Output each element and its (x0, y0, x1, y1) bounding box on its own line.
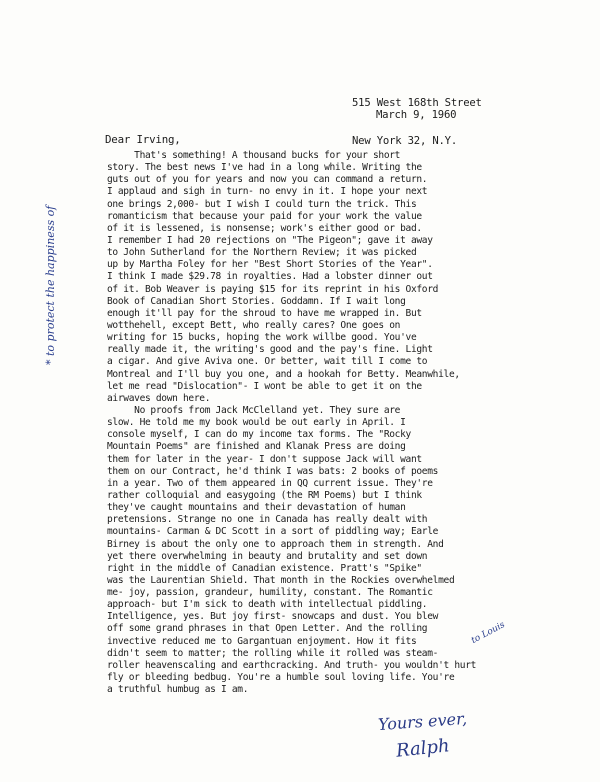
body-line: No proofs from Jack McClelland yet. They sure are (107, 404, 401, 416)
body-line: of it. Bob Weaver is paying $15 for its reprint in his Oxford (107, 283, 439, 295)
body-line: I applaud and sigh in turn- no envy in it. I hope your next (107, 186, 428, 198)
body-line: romanticism that because your paid for your work the value (107, 210, 422, 222)
body-line: Montreal and I'll buy you one, and a hookah for Betty. Meanwhile, (107, 368, 460, 380)
body-line: a cigar. And give Aviva one. Or better, wait till I come to (107, 356, 428, 368)
body-line: airwaves down here. (107, 392, 211, 404)
body-line: Mountain Poems" are finished and Klanak Press are doing (107, 441, 406, 453)
body-line: invective reduced me to Gargantuan enjoyment. How it fits (107, 635, 417, 647)
body-line: I remember I had 20 rejections on "The Pigeon"; gave it away (107, 234, 433, 246)
body-line: to John Sutherland for the Northern Review; it was picked (107, 247, 417, 259)
body-line: guts out of you for years and now you can command a return. (107, 174, 428, 186)
body-line: rather colloquial and easygoing (the RM Poems) but I think (107, 489, 422, 501)
body-line: mountains- Carman & DC Scott in a sort of piddling way; Earle (107, 526, 439, 538)
body-line: was the Laurentian Shield. That month in the Rockies overwhelmed (107, 574, 455, 586)
body-line: right in the middle of Canadian existence. Pratt's "Spike" (107, 562, 422, 574)
body-line: slow. He told me my book would be out early in April. I (107, 417, 406, 429)
body-line: in a year. Two of them appeared in QQ current issue. They're (107, 477, 433, 489)
body-line: fly or bleeding bedbug. You're a humble soul loving life. You're (107, 672, 455, 684)
body-line: up by Martha Foley for her "Best Short Stories of the Year". (107, 259, 433, 271)
body-line: yet there overwhelming in beauty and brutality and set down (107, 550, 428, 562)
body-line: That's something! A thousand bucks for your short (107, 150, 401, 161)
body-line: wotthehell, except Bett, who really cares? One goes on (107, 319, 401, 331)
body-line: me- joy, passion, grandeur, humility, constant. The Romantic (107, 587, 433, 599)
body-line: Birney is about the only one to approach them in strength. And (107, 538, 444, 550)
body-line: them on our Contract, he'd think I was bats: 2 books of poems (107, 465, 439, 477)
handwritten-signature: Ralph (395, 735, 451, 762)
body-line: enough it'll pay for the shroud to have me wrapped in. But (107, 307, 422, 319)
body-line: of it is lessened, is nonsense; work's either good or bad. (107, 222, 422, 234)
body-line: off some grand phrases in that Open Letter. And the rolling (107, 623, 428, 635)
letter-body (107, 150, 583, 696)
handwritten-margin-note: * to protect the happiness of (44, 205, 57, 365)
body-line: Book of Canadian Short Stories. Goddamn. If I wait long (107, 295, 406, 307)
body-line: Intelligence, yes. But joy first- snowcaps and dust. You blew (107, 611, 439, 623)
letter-date: March 9, 1960 (376, 109, 457, 121)
body-line: roller heavenscaling and earthcracking. And truth- you wouldn't hurt (107, 659, 477, 671)
handwritten-closing: Yours ever, (377, 708, 468, 735)
salutation: Dear Irving, (105, 133, 181, 146)
body-line: let me read "Dislocation"- I wont be able to get it on the (107, 380, 422, 392)
body-line: them for later in the year- I don't suppose Jack will want (107, 453, 422, 465)
body-line: story. The best news I've had in a long while. Writing the (107, 162, 422, 174)
address-line-street: 515 West 168th Street (352, 97, 482, 109)
body-line: a truthful humbug as I am. (107, 684, 249, 696)
body-line: one brings 2,000- but I wish I could turn the trick. This (107, 198, 417, 210)
address-line-city: New York 32, N.Y. (352, 134, 458, 147)
handwritten-insert: to Louis (469, 619, 507, 647)
body-line: pretensions. Strange no one in Canada has really dealt with (107, 514, 428, 526)
body-line: console myself, I can do my income tax forms. The "Rocky (107, 429, 411, 441)
body-line: didn't seem to matter; the rolling while it rolled was steam- (107, 647, 439, 659)
body-line: writing for 15 bucks, hoping the work willbe good. You've (107, 332, 417, 344)
body-line: approach- but I'm sick to death with intellectual piddling. (107, 599, 428, 611)
body-line: I think I made $29.78 in royalties. Had a lobster dinner out (107, 271, 433, 283)
body-line: really made it, the writing's good and the pay's fine. Light (107, 344, 433, 356)
body-line: they've caught mountains and their devastation of human (107, 502, 406, 514)
